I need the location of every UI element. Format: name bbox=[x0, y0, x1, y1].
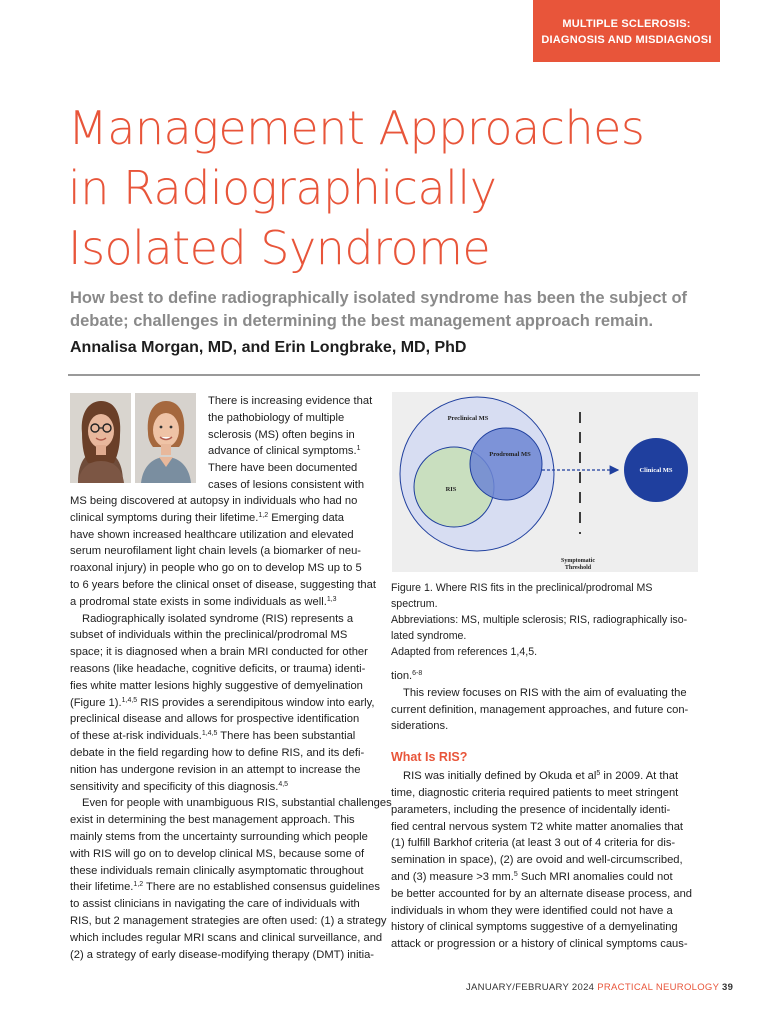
caption-line: Adapted from references 1,4,5. bbox=[391, 646, 538, 658]
page-footer bbox=[466, 982, 734, 993]
text-line: subset of individuals within the preclinical/prodromal MS bbox=[70, 629, 348, 642]
right-column-body bbox=[391, 668, 701, 953]
text-line: sclerosis (MS) often begins in bbox=[208, 428, 355, 441]
text-line: to assist clinicians in navigating the care of individuals with bbox=[70, 898, 360, 911]
citation: 1,3 bbox=[326, 595, 337, 603]
text-line: have shown increased healthcare utilization and elevated bbox=[70, 528, 354, 541]
text-line: current definition, management approaches, and future con- bbox=[391, 703, 689, 716]
prodromal-label: Prodromal MS bbox=[489, 451, 531, 458]
citation: 1,2 bbox=[133, 881, 144, 889]
text-line: individuals in whom they were identified could not have a bbox=[391, 904, 673, 917]
text-line: their lifetime.$^{1,2}$ There are no established consensus guidelines bbox=[70, 881, 380, 894]
text-line: siderations. bbox=[391, 720, 449, 733]
text-line: (1) fulfill Barkhof criteria (at least 3 out of 4 criteria for dis- bbox=[391, 837, 676, 850]
citation: 1,2 bbox=[258, 511, 269, 519]
title-line-3: Isolated Syndrome bbox=[68, 221, 491, 275]
author-byline: Annalisa Morgan, MD, and Erin Longbrake, MD, PhD bbox=[70, 339, 467, 356]
ris-label: RIS bbox=[445, 486, 457, 493]
text-line: exist in determining the best management approach. This bbox=[70, 814, 355, 827]
citation: 6-8 bbox=[412, 670, 423, 677]
text-line: nition has undergone revision in an attempt to increase the bbox=[70, 763, 361, 776]
clinical-label: Clinical MS bbox=[639, 467, 673, 474]
text-line: There have been documented bbox=[208, 462, 358, 475]
prodromal-ms-circle bbox=[470, 428, 542, 500]
text-line: and (3) measure >3 mm.$^5$ Such MRI anomalies could not bbox=[391, 870, 673, 883]
citation: 1 bbox=[356, 445, 361, 453]
caption-line: lated syndrome. bbox=[391, 630, 467, 642]
text-line: roaxonal injury) in people who go on to develop MS up to 5 bbox=[70, 562, 362, 575]
title-line-2: in Radiographically bbox=[68, 161, 497, 215]
text-line: attack or progression or a history of clinical symptoms caus- bbox=[391, 938, 688, 951]
citation: 4,5 bbox=[278, 780, 289, 788]
text-line: mainly stems from the uncertainty surrounding which people bbox=[70, 830, 368, 843]
article-title bbox=[68, 98, 708, 278]
text-line: be better accounted for by an alternate disease process, and bbox=[391, 887, 693, 900]
text-line: clinical symptoms during their lifetime.$^{1,2}$ Emerging data bbox=[70, 511, 344, 524]
text-line: There is increasing evidence that bbox=[208, 395, 373, 407]
text-line: of these at-risk individuals.$^{1,4,5}$ There has been substantial bbox=[70, 730, 356, 743]
intro-paragraph bbox=[208, 393, 378, 494]
text-line: a prodromal state exists in some individuals as well.$^{1,3}$ bbox=[70, 595, 337, 608]
text-line: fied central nervous system T2 white matter anomalies that bbox=[391, 820, 684, 833]
preclinical-label: Preclinical MS bbox=[447, 415, 489, 422]
citation: 1,4,5 bbox=[121, 696, 138, 704]
threshold-label-2: Threshold bbox=[564, 565, 592, 571]
caption-line: Abbreviations: MS, multiple sclerosis; RIS, radiographically iso- bbox=[391, 614, 688, 626]
text-line: to 6 years before the clinical onset of disease, suggesting that bbox=[70, 578, 376, 591]
text-line: the pathobiology of multiple bbox=[208, 411, 345, 424]
citation: 5 bbox=[513, 870, 518, 878]
title-line-1: Management Approaches bbox=[68, 101, 645, 155]
left-column-body bbox=[70, 493, 392, 963]
caption-line: Figure 1. Where RIS fits in the preclinical/prodromal MS bbox=[391, 582, 653, 594]
header-divider bbox=[68, 374, 700, 376]
text-line: Even for people with unambiguous RIS, substantial challenges bbox=[82, 797, 392, 810]
citation: 5 bbox=[596, 770, 601, 778]
text-line: advance of clinical symptoms.$^1$ bbox=[208, 445, 361, 458]
text-line: these individuals remain clinically asymptomatic throughout bbox=[70, 864, 364, 877]
article-deck: How best to define radiographically isolated syndrome has been the subject of debate; challenges in determining the best management approach remain. bbox=[70, 289, 688, 330]
text-line: with RIS will go on to develop clinical MS, because some of bbox=[70, 847, 365, 860]
citation: 1,4,5 bbox=[201, 730, 218, 738]
text-line: debate in the field regarding how to define RIS, and its defi- bbox=[70, 746, 365, 759]
author-photo-longbrake bbox=[135, 393, 196, 483]
text-line: serum neurofilament light chain levels (a biomarker of neu- bbox=[70, 545, 362, 558]
section-heading: What Is RIS? bbox=[391, 750, 468, 765]
page-number: 39 bbox=[722, 982, 734, 993]
section-banner bbox=[533, 0, 720, 62]
banner-line-2: DIAGNOSIS AND MISDIAGNOSI bbox=[541, 34, 712, 46]
text-line: This review focuses on RIS with the aim of evaluating the bbox=[403, 686, 687, 699]
text-line: RIS, but 2 management strategies are often used: (1) a strategy bbox=[70, 914, 387, 927]
figure-1 bbox=[392, 392, 698, 572]
text-line: which includes regular MRI scans and clinical surveillance, and bbox=[70, 931, 383, 944]
text-line: tion.$^{6-8}$ bbox=[391, 670, 423, 682]
text-line: preclinical disease and allows for prospective identification bbox=[70, 713, 360, 726]
text-line: cases of lesions consistent with bbox=[208, 478, 365, 491]
issue-date: JANUARY/FEBRUARY 2024 bbox=[466, 982, 595, 993]
text-line: time, diagnostic criteria required patients to meet stringent bbox=[391, 786, 679, 799]
text-line: Radiographically isolated syndrome (RIS) represents a bbox=[82, 612, 354, 625]
figure-caption bbox=[391, 580, 701, 660]
text-line: sensitivity and specificity of this diagnosis.$^{4,5}$ bbox=[70, 780, 289, 793]
journal-name: PRACTICAL NEUROLOGY bbox=[597, 982, 720, 993]
text-line: parameters, including the presence of incidentally identi- bbox=[391, 803, 671, 816]
text-line: history of clinical symptoms suggestive of a demyelinating bbox=[391, 921, 678, 934]
text-line: reasons (like headache, cognitive deficits, or trauma) identi- bbox=[70, 662, 366, 675]
text-line: (2) a strategy of early disease-modifying therapy (DMT) initia- bbox=[70, 948, 375, 961]
caption-line: spectrum. bbox=[391, 598, 438, 610]
author-photo-morgan bbox=[70, 393, 131, 483]
text-line: RIS was initially defined by Okuda et $al^5$ in 2009. At that bbox=[403, 770, 679, 783]
text-line: fies white matter lesions highly suggestive of demyelination bbox=[70, 679, 363, 692]
text-line: MS being discovered at autopsy in individuals who had no bbox=[70, 495, 358, 507]
banner-line-1: MULTIPLE SCLEROSIS: bbox=[562, 18, 691, 30]
text-line: semination in space), (2) are ovoid and well-circumscribed, bbox=[391, 854, 683, 867]
text-line: (Figure 1).$^{1,4,5}$ RIS provides a serendipitous window into early, bbox=[70, 696, 375, 709]
text-line: space; it is diagnosed when a brain MRI conducted for other bbox=[70, 646, 368, 659]
threshold-label-1: Symptomatic bbox=[561, 558, 595, 564]
